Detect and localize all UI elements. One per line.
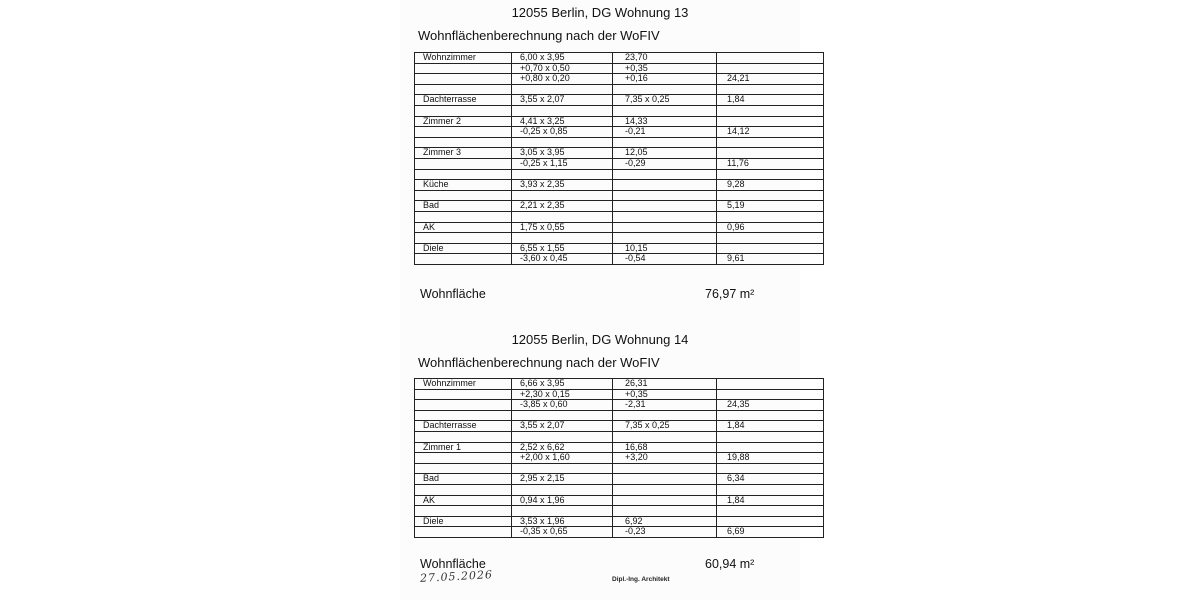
- room-cell: AK: [415, 495, 512, 506]
- dimension-cell: [512, 506, 613, 517]
- table-row: [415, 222, 824, 233]
- room-cell: [415, 190, 512, 201]
- total-cell: [717, 211, 824, 222]
- subtotal-cell: [613, 495, 717, 506]
- room-cell: [415, 84, 512, 95]
- total-cell: 9,61: [717, 254, 824, 265]
- table-row: [415, 137, 824, 148]
- unit13-area-table: [414, 52, 824, 265]
- architect-stamp: Dipl.-Ing. Architekt: [612, 576, 670, 583]
- dimension-cell: 4,41 x 3,25: [512, 116, 613, 127]
- subtotal-cell: -0,23: [613, 527, 717, 538]
- table-row: [415, 148, 824, 159]
- table-row: [415, 474, 824, 485]
- subtotal-cell: -0,54: [613, 254, 717, 265]
- total-cell: 5,19: [717, 201, 824, 212]
- table-row: [415, 63, 824, 74]
- total-cell: 9,28: [717, 180, 824, 191]
- total-cell: 1,84: [717, 95, 824, 106]
- dimension-cell: 6,66 x 3,95: [512, 379, 613, 390]
- document-page: [400, 0, 800, 600]
- subtotal-cell: 7,35 x 0,25: [613, 421, 717, 432]
- room-cell: [415, 453, 512, 464]
- total-cell: [717, 516, 824, 527]
- room-cell: [415, 484, 512, 495]
- room-cell: [415, 389, 512, 400]
- total-cell: [717, 484, 824, 495]
- total-cell: [717, 442, 824, 453]
- total-cell: [717, 463, 824, 474]
- total-cell: 1,84: [717, 495, 824, 506]
- room-cell: Diele: [415, 516, 512, 527]
- room-cell: [415, 105, 512, 116]
- room-cell: Küche: [415, 180, 512, 191]
- dimension-cell: [512, 233, 613, 244]
- total-cell: 14,12: [717, 127, 824, 138]
- subtotal-cell: 12,05: [613, 148, 717, 159]
- table-row: [415, 379, 824, 390]
- table-row: [415, 95, 824, 106]
- total-cell: [717, 137, 824, 148]
- total-cell: [717, 53, 824, 64]
- dimension-cell: 3,53 x 1,96: [512, 516, 613, 527]
- table-row: [415, 74, 824, 85]
- unit14-area-table: [414, 378, 824, 538]
- dimension-cell: 3,05 x 3,95: [512, 148, 613, 159]
- room-cell: [415, 169, 512, 180]
- table-row: [415, 495, 824, 506]
- table-row: [415, 442, 824, 453]
- room-cell: [415, 431, 512, 442]
- room-cell: [415, 233, 512, 244]
- table-row: [415, 105, 824, 116]
- dimension-cell: 0,94 x 1,96: [512, 495, 613, 506]
- room-cell: [415, 463, 512, 474]
- subtotal-cell: [613, 201, 717, 212]
- table-row: [415, 190, 824, 201]
- unit13-subheading: Wohnflächenberechnung nach der WoFIV: [418, 28, 660, 43]
- subtotal-cell: +0,35: [613, 63, 717, 74]
- table-row: [415, 211, 824, 222]
- unit14-heading: 12055 Berlin, DG Wohnung 14: [511, 332, 689, 347]
- subtotal-cell: [613, 233, 717, 244]
- total-cell: 6,34: [717, 474, 824, 485]
- total-cell: [717, 63, 824, 74]
- total-cell: [717, 169, 824, 180]
- room-cell: Dachterrasse: [415, 95, 512, 106]
- subtotal-cell: -0,29: [613, 158, 717, 169]
- total-cell: [717, 389, 824, 400]
- room-cell: Diele: [415, 243, 512, 254]
- dimension-cell: -0,35 x 0,65: [512, 527, 613, 538]
- dimension-cell: 3,55 x 2,07: [512, 95, 613, 106]
- subtotal-cell: [613, 484, 717, 495]
- subtotal-cell: [613, 506, 717, 517]
- table-row: [415, 169, 824, 180]
- table-row: [415, 201, 824, 212]
- subtotal-cell: +0,16: [613, 74, 717, 85]
- table-row: [415, 431, 824, 442]
- room-cell: [415, 400, 512, 411]
- total-cell: 24,21: [717, 74, 824, 85]
- subtotal-cell: [613, 84, 717, 95]
- unit13-heading: 12055 Berlin, DG Wohnung 13: [511, 5, 689, 20]
- total-cell: [717, 148, 824, 159]
- table-row: [415, 254, 824, 265]
- subtotal-cell: [613, 105, 717, 116]
- table-row: [415, 233, 824, 244]
- subtotal-cell: [613, 431, 717, 442]
- total-cell: [717, 190, 824, 201]
- subtotal-cell: 26,31: [613, 379, 717, 390]
- dimension-cell: [512, 84, 613, 95]
- table-row: [415, 506, 824, 517]
- subtotal-cell: +0,35: [613, 389, 717, 400]
- room-cell: Zimmer 3: [415, 148, 512, 159]
- table-row: [415, 527, 824, 538]
- unit14-area-total: 60,94 m²: [705, 557, 755, 571]
- subtotal-cell: -2,31: [613, 400, 717, 411]
- unit14-area-label: Wohnfläche: [420, 557, 486, 571]
- subtotal-cell: [613, 190, 717, 201]
- table-row: [415, 180, 824, 191]
- subtotal-cell: 6,92: [613, 516, 717, 527]
- room-cell: [415, 211, 512, 222]
- total-cell: [717, 431, 824, 442]
- total-cell: 24,35: [717, 400, 824, 411]
- room-cell: Bad: [415, 201, 512, 212]
- dimension-cell: 6,55 x 1,55: [512, 243, 613, 254]
- subtotal-cell: [613, 211, 717, 222]
- subtotal-cell: [613, 169, 717, 180]
- subtotal-cell: [613, 222, 717, 233]
- room-cell: [415, 158, 512, 169]
- dimension-cell: 1,75 x 0,55: [512, 222, 613, 233]
- room-cell: Wohnzimmer: [415, 379, 512, 390]
- dimension-cell: [512, 190, 613, 201]
- total-cell: [717, 506, 824, 517]
- table-row: [415, 400, 824, 411]
- room-cell: [415, 127, 512, 138]
- total-cell: 1,84: [717, 421, 824, 432]
- dimension-cell: [512, 137, 613, 148]
- dimension-cell: +0,80 x 0,20: [512, 74, 613, 85]
- subtotal-cell: [613, 137, 717, 148]
- subtotal-cell: 23,70: [613, 53, 717, 64]
- table-row: [415, 453, 824, 464]
- unit14-subheading: Wohnflächenberechnung nach der WoFIV: [418, 355, 660, 370]
- room-cell: [415, 254, 512, 265]
- dimension-cell: [512, 169, 613, 180]
- subtotal-cell: [613, 180, 717, 191]
- table-row: [415, 421, 824, 432]
- table-row: [415, 84, 824, 95]
- unit13-area-total: 76,97 m²: [705, 287, 755, 301]
- total-cell: 0,96: [717, 222, 824, 233]
- room-cell: [415, 63, 512, 74]
- dimension-cell: +0,70 x 0,50: [512, 63, 613, 74]
- subtotal-cell: 7,35 x 0,25: [613, 95, 717, 106]
- room-cell: [415, 527, 512, 538]
- dimension-cell: 6,00 x 3,95: [512, 53, 613, 64]
- table-row: [415, 127, 824, 138]
- total-cell: [717, 84, 824, 95]
- subtotal-cell: 16,68: [613, 442, 717, 453]
- total-cell: [717, 116, 824, 127]
- dimension-cell: 2,52 x 6,62: [512, 442, 613, 453]
- dimension-cell: [512, 431, 613, 442]
- table-row: [415, 158, 824, 169]
- table-row: [415, 463, 824, 474]
- table-row: [415, 116, 824, 127]
- room-cell: [415, 74, 512, 85]
- total-cell: 11,76: [717, 158, 824, 169]
- handwritten-date: 27.05.2026: [419, 568, 494, 585]
- table-row: [415, 53, 824, 64]
- room-cell: AK: [415, 222, 512, 233]
- subtotal-cell: [613, 410, 717, 421]
- total-cell: [717, 379, 824, 390]
- subtotal-cell: 10,15: [613, 243, 717, 254]
- room-cell: [415, 506, 512, 517]
- dimension-cell: [512, 463, 613, 474]
- subtotal-cell: +3,20: [613, 453, 717, 464]
- dimension-cell: 3,55 x 2,07: [512, 421, 613, 432]
- table-row: [415, 484, 824, 495]
- dimension-cell: 3,93 x 2,35: [512, 180, 613, 191]
- table-row: [415, 389, 824, 400]
- unit13-area-label: Wohnfläche: [420, 287, 486, 301]
- room-cell: [415, 137, 512, 148]
- subtotal-cell: [613, 463, 717, 474]
- table-row: [415, 410, 824, 421]
- dimension-cell: [512, 410, 613, 421]
- dimension-cell: -3,85 x 0,60: [512, 400, 613, 411]
- total-cell: 19,88: [717, 453, 824, 464]
- table-row: [415, 243, 824, 254]
- total-cell: [717, 243, 824, 254]
- total-cell: [717, 105, 824, 116]
- dimension-cell: -0,25 x 1,15: [512, 158, 613, 169]
- room-cell: Wohnzimmer: [415, 53, 512, 64]
- dimension-cell: -3,60 x 0,45: [512, 254, 613, 265]
- dimension-cell: [512, 484, 613, 495]
- room-cell: Zimmer 2: [415, 116, 512, 127]
- dimension-cell: -0,25 x 0,85: [512, 127, 613, 138]
- table-row: [415, 516, 824, 527]
- subtotal-cell: [613, 474, 717, 485]
- total-cell: [717, 410, 824, 421]
- room-cell: Bad: [415, 474, 512, 485]
- room-cell: Zimmer 1: [415, 442, 512, 453]
- subtotal-cell: -0,21: [613, 127, 717, 138]
- dimension-cell: [512, 105, 613, 116]
- dimension-cell: [512, 211, 613, 222]
- dimension-cell: 2,21 x 2,35: [512, 201, 613, 212]
- total-cell: 6,69: [717, 527, 824, 538]
- room-cell: Dachterrasse: [415, 421, 512, 432]
- subtotal-cell: 14,33: [613, 116, 717, 127]
- dimension-cell: 2,95 x 2,15: [512, 474, 613, 485]
- total-cell: [717, 233, 824, 244]
- room-cell: [415, 410, 512, 421]
- dimension-cell: +2,30 x 0,15: [512, 389, 613, 400]
- dimension-cell: +2,00 x 1,60: [512, 453, 613, 464]
